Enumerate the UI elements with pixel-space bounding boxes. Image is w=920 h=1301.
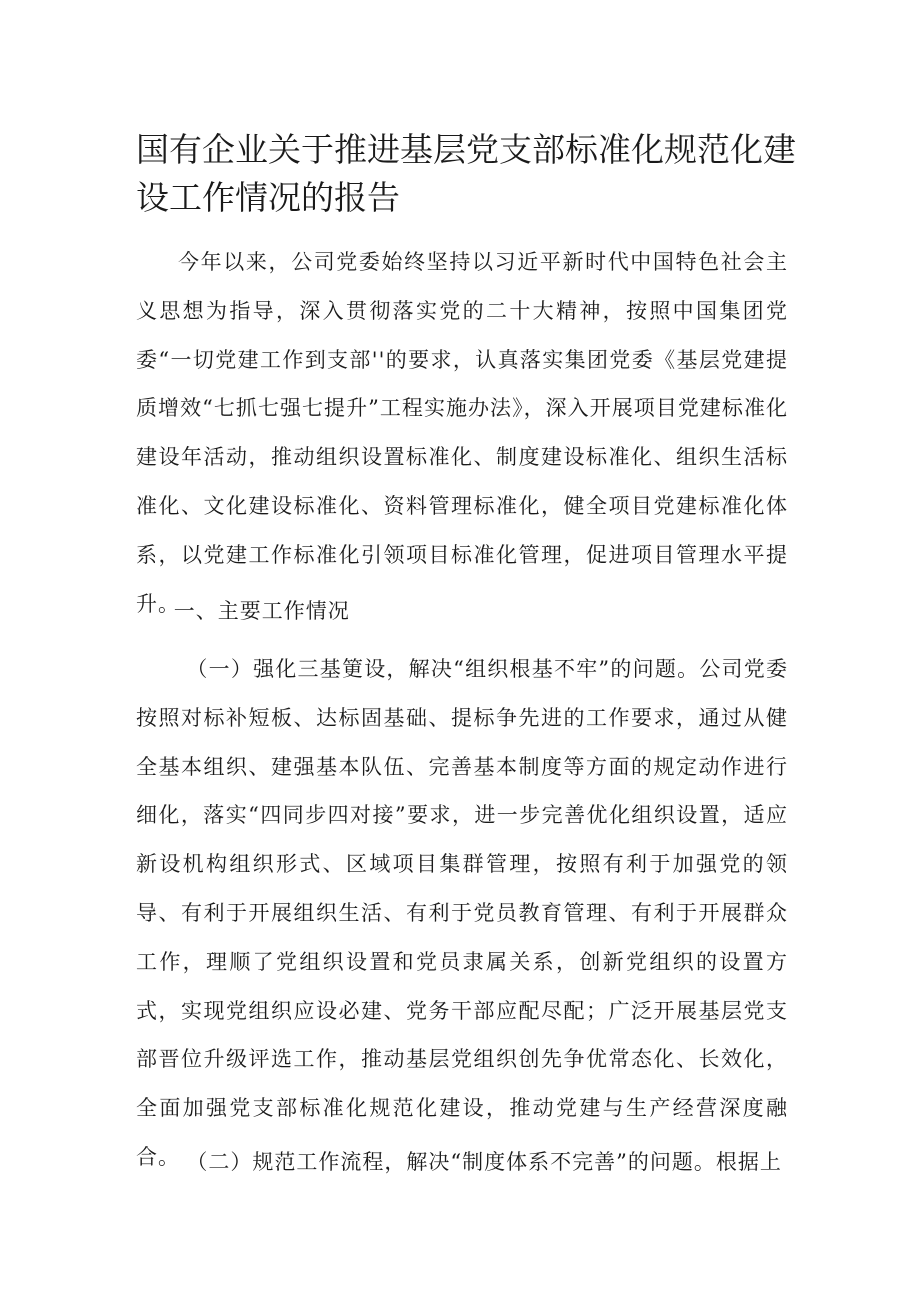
- section-two-paragraph: （二）规范工作流程，解决“制度体系不完善”的问题。根据上: [186, 1150, 782, 1174]
- intro-paragraph: 今年以来，公司党委始终坚持以习近平新时代中国特色社会主义思想为指导，深入贯彻落实党的二十大精神，按照中国集团党委“一切党建工作到支部''的要求，认真落实集团党委《基层党建提质增效“七抓七强七提升”工程实施办法》，深入开展项目党建标准化建设年活动，推动组织设置标准化、制度建设标准化、组织生活标准化、文化建设标准化、资料管理标准化，健全项目党建标准化体系，以党建工作标准化引领项目标准化管理，促进项目管理水平提升。: [136, 250, 788, 616]
- section-heading: 一、主要工作情况: [173, 599, 350, 623]
- section-one-paragraph: （一）强化三基筻设，解决“组织根基不牢”的问题。公司党委按照对标补短板、达标固基础、提标争先进的工作要求，通过从健全基本组织、建强基本队伍、完善基本制度等方面的规定动作进行细化，落实“四同步四对接”要求，进一步完善优化组织设置，适应新设机构组织形式、区域项目集群管理，按照有利于加强党的领导、有利于开展组织生活、有利于党员教育管理、有利于开展群众工作，理顺了党组织设置和党员隶属关系，创新党组织的设置方式，实现党组织应设必建、党务干部应配尽配；广泛开展基层党支部晋位升级评选工作，推动基层党组织创先争优常态化、长效化，全面加强党支部标准化规范化建设，推动党建与生产经营深度融合。: [136, 657, 788, 1169]
- document-title: 国有企业关于推进基层党支部标准化规范化建设工作情况的报告: [136, 130, 796, 217]
